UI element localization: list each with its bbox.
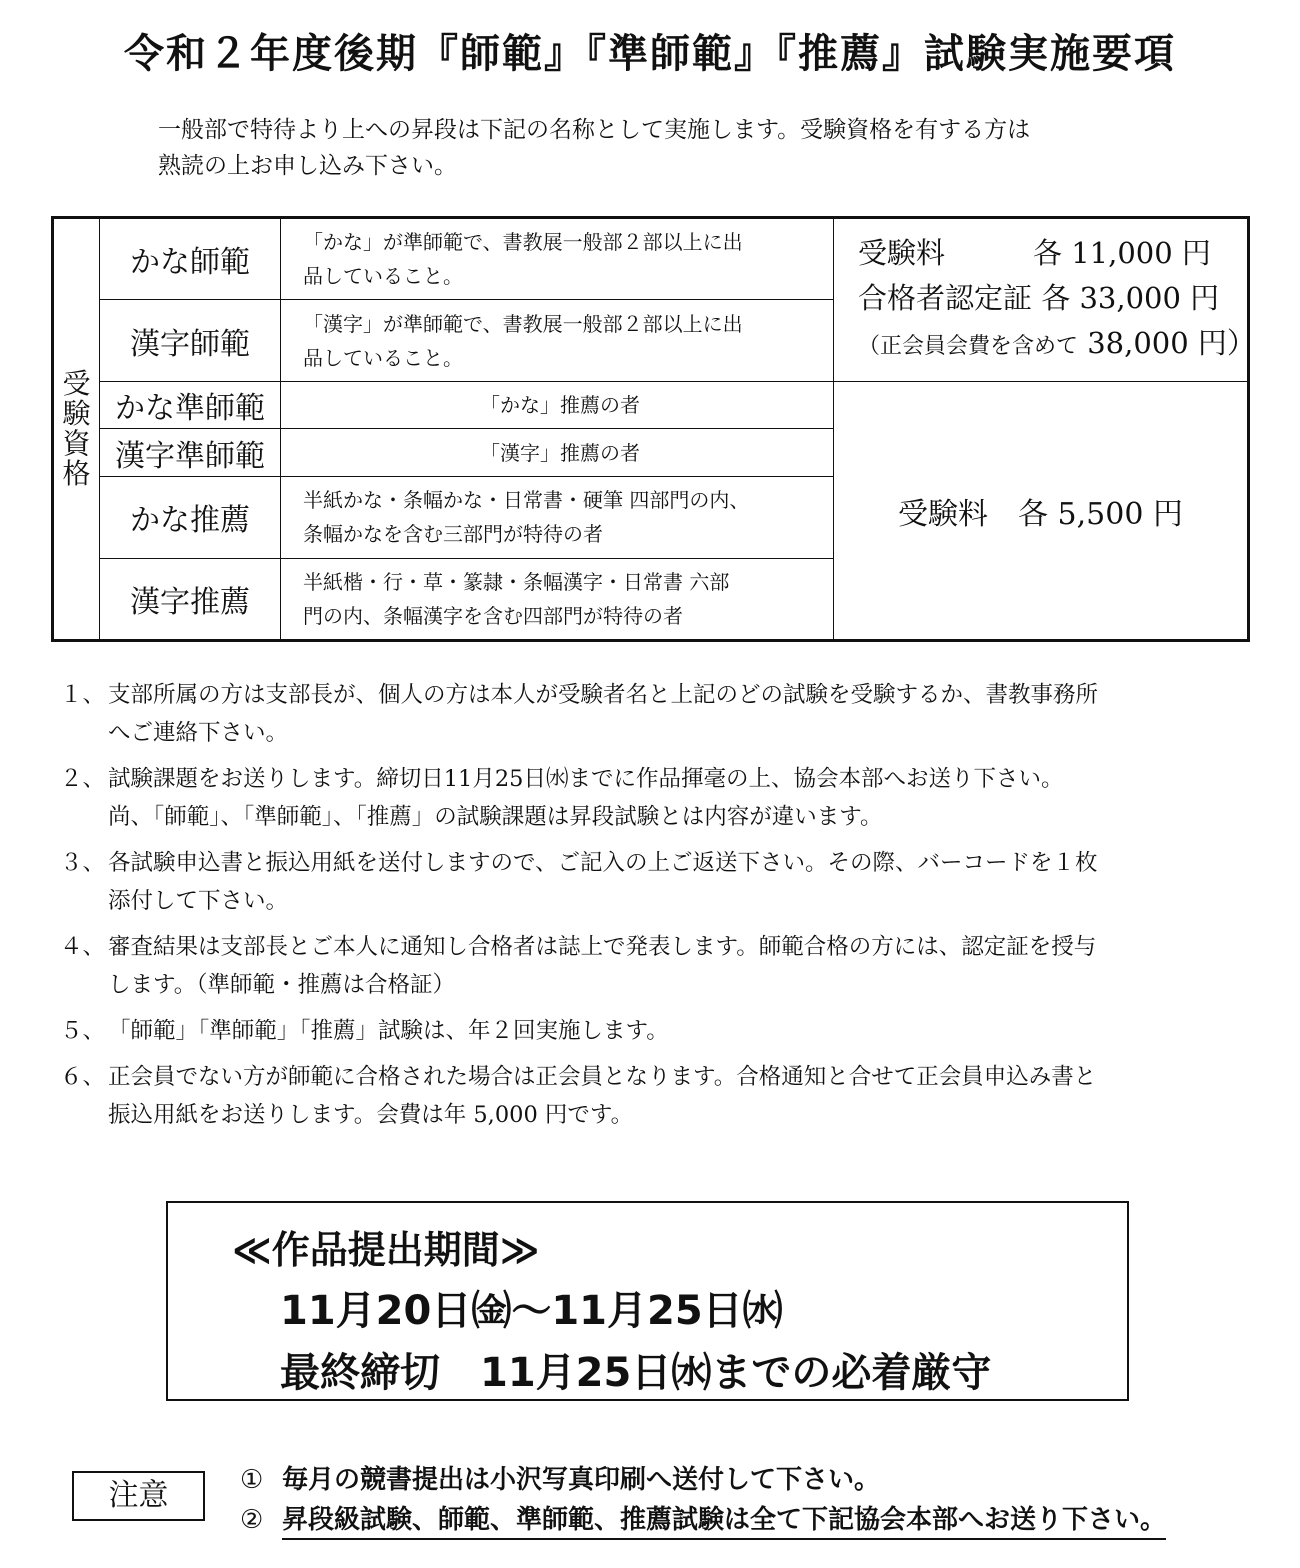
caution-item: ① 毎月の競書提出は小沢写真印刷へ送付して下さい。 xyxy=(240,1465,881,1495)
fee-shihan: 受験料 各 11,000 円 合格者認定証 各 33,000 円 （正会員会費を含めて 38,000 円） xyxy=(834,218,1249,382)
qualification-header: 受 験 資 格 xyxy=(53,218,100,641)
caution-list xyxy=(240,1460,1166,1540)
requirements-table xyxy=(51,216,1256,642)
note-item: ４、 審査結果は支部長とご本人に通知し合格者は誌上で発表します。師範合格の方には、認定証を授与 します。（準師範・推薦は合格証） xyxy=(60,934,1097,998)
condition-kanji-junshihan: 「漢字」推薦の者 xyxy=(281,429,834,476)
period-range: 11月20日㈮～11月25日㈬ xyxy=(280,1288,783,1334)
condition-kana-shihan: 「かな」が準師範で、書教展一般部２部以上に出 品していること。 xyxy=(281,218,834,300)
category-kanji-shihan: 漢字師範 xyxy=(100,300,281,382)
category-kanji-suisen: 漢字推薦 xyxy=(100,558,281,640)
caution-label: 注意 xyxy=(72,1471,205,1521)
period-deadline: 最終締切 11月25日㈬までの必着厳守 xyxy=(280,1350,992,1396)
intro-line: 熟読の上お申し込み下さい。 xyxy=(158,153,457,179)
note-item: ３、 各試験申込書と振込用紙を送付しますので、ご記入の上ご返送下さい。その際、バーコードを１枚 添付して下さい。 xyxy=(60,850,1098,914)
submission-period-box xyxy=(166,1201,1129,1401)
condition-kanji-shihan: 「漢字」が準師範で、書教展一般部２部以上に出 品していること。 xyxy=(281,300,834,382)
caution-item: ② 昇段級試験、師範、準師範、推薦試験は全て下記協会本部へお送り下さい。 xyxy=(240,1500,1166,1540)
intro-text xyxy=(158,112,1258,184)
category-kana-junshihan: かな準師範 xyxy=(100,382,281,429)
category-kana-shihan: かな師範 xyxy=(100,218,281,300)
category-kana-suisen: かな推薦 xyxy=(100,476,281,558)
intro-line: 一般部で特待より上への昇段は下記の名称として実施します。受験資格を有する方は xyxy=(158,117,1031,143)
condition-kanji-suisen: 半紙楷・行・草・篆隷・条幅漢字・日常書 六部 門の内、条幅漢字を含む四部門が特待の者 xyxy=(281,558,834,640)
note-item: ６、 正会員でない方が師範に合格された場合は正会員となります。合格通知と合せて正会員申込み書と 振込用紙をお送りします。会費は年 5,000 円です。 xyxy=(60,1064,1097,1128)
page-title: 令和２年度後期『師範』『準師範』『推薦』試験実施要項 xyxy=(124,31,1176,77)
note-item: ５、 「師範」「準師範」「推薦」試験は、年２回実施します。 xyxy=(60,1018,669,1044)
period-heading: ≪作品提出期間≫ xyxy=(232,1228,540,1272)
note-item: １、 支部所属の方は支部長が、個人の方は本人が受験者名と上記のどの試験を受験するか、書教事務所 へご連絡下さい。 xyxy=(60,682,1099,746)
category-kanji-junshihan: 漢字準師範 xyxy=(100,429,281,476)
condition-kana-suisen: 半紙かな・条幅かな・日常書・硬筆 四部門の内、 条幅かなを含む三部門が特待の者 xyxy=(281,476,834,558)
note-item: ２、 試験課題をお送りします。締切日11月25日㈬までに作品揮毫の上、協会本部へお送り下さい。 尚、「師範」、「準師範」、「推薦」の試験課題は昇段試験とは内容が違います。 xyxy=(60,766,1064,830)
notes-list xyxy=(60,676,1260,1142)
condition-kana-junshihan: 「かな」推薦の者 xyxy=(281,382,834,429)
fee-other: 受験料 各 5,500 円 xyxy=(834,382,1249,641)
